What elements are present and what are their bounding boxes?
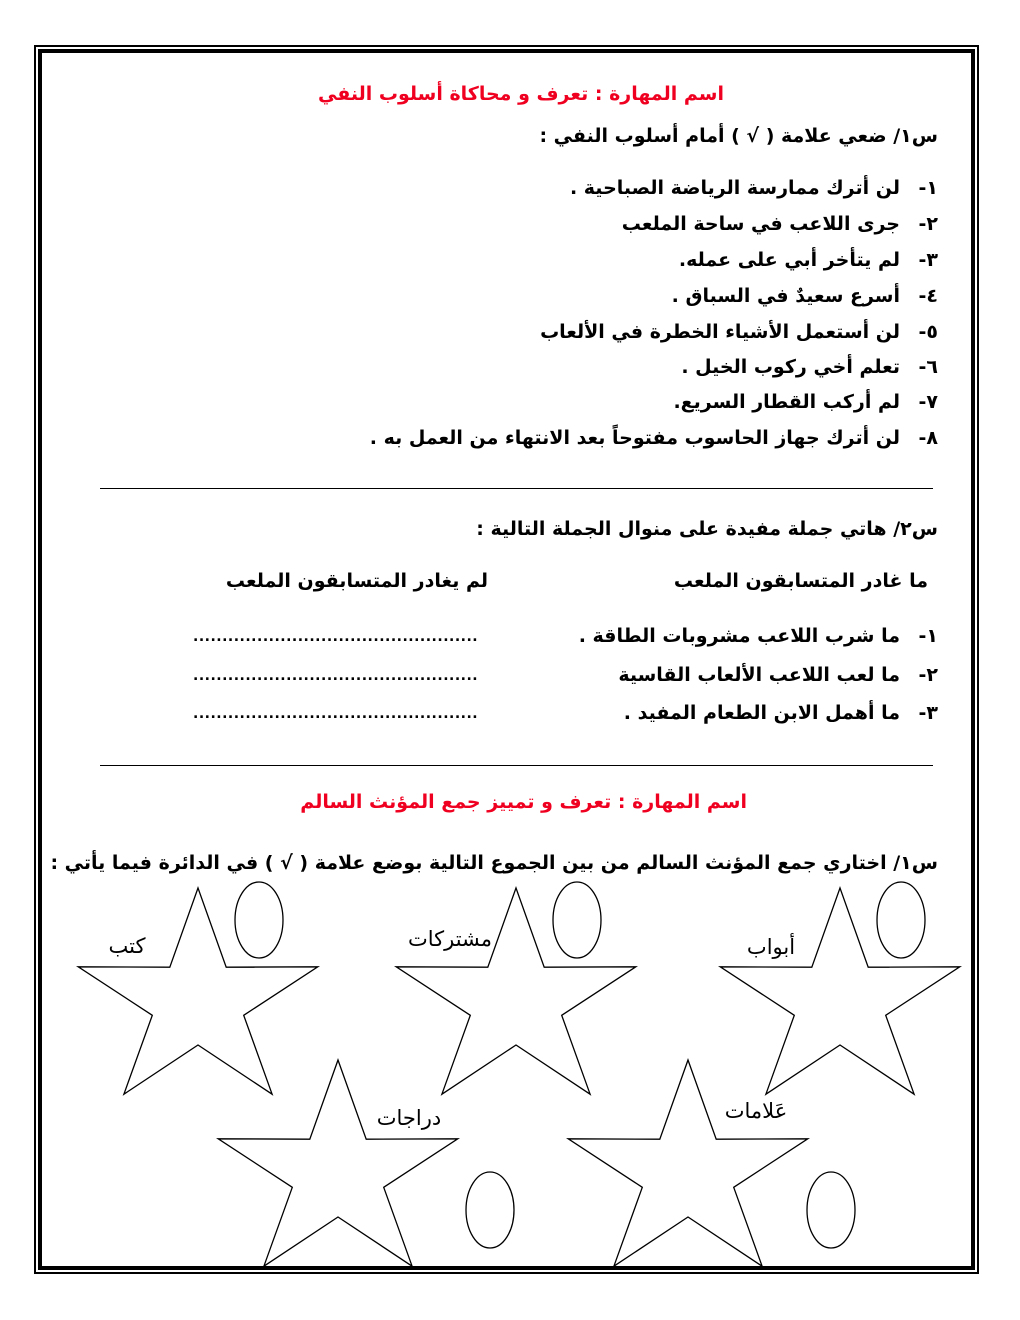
answer-circle[interactable] (553, 882, 601, 958)
item-number: ٥- (918, 321, 938, 343)
example-target-sentence: لم يغادر المتسابقون الملعب (225, 570, 488, 592)
star-choice (218, 1060, 514, 1266)
plural-word: أبواب (746, 935, 796, 959)
plural-word: كتب (108, 934, 146, 958)
question-3-prompt: س١/ اختاري جمع المؤنث السالم من بين الجموع التالية بوضع علامة ( √ ) في الدائرة فيما يأتي : (50, 852, 938, 874)
example-source-sentence: ما غادر المتسابقون الملعب (673, 570, 928, 592)
item-number: ٤- (918, 285, 938, 307)
item-text: لن أستعمل الأشياء الخطرة في الألعاب (540, 321, 900, 343)
item-number: ٢- (918, 213, 938, 235)
item-number: ١- (918, 177, 938, 199)
star-choice (720, 882, 960, 1094)
item-text: لم يتأخر أبي على عمله. (678, 249, 900, 271)
item-number: ٣- (918, 249, 938, 271)
item-number: ٣- (918, 702, 938, 724)
question-2-prompt: س٢/ هاتي جملة مفيدة على منوال الجملة التالية : (476, 518, 938, 540)
item-number: ٨- (918, 427, 938, 449)
skill-title-negation: اسم المهارة : تعرف و محاكاة أسلوب النفي (317, 83, 724, 105)
question-1-prompt: س١/ ضعي علامة ( √ ) أمام أسلوب النفي : (539, 125, 938, 147)
item-text: ما شرب اللاعب مشروبات الطاقة . (578, 625, 900, 647)
answer-blank[interactable]: ................................................. (193, 707, 479, 721)
item-text: لن أترك جهاز الحاسوب مفتوحاً بعد الانتهاء من العمل به . (369, 427, 900, 449)
star-choice (396, 882, 636, 1094)
answer-circle[interactable] (235, 882, 283, 958)
item-text: ما أهمل الابن الطعام المفيد . (623, 702, 900, 724)
answer-circle[interactable] (807, 1172, 855, 1248)
plural-word: دراجات (376, 1106, 442, 1130)
item-text: لن أترك ممارسة الرياضة الصباحية . (569, 177, 900, 199)
item-text: لم أركب القطار السريع. (673, 391, 900, 413)
item-number: ٦- (918, 356, 938, 378)
skill-title-feminine-plural: اسم المهارة : تعرف و تمييز جمع المؤنث السالم (300, 791, 747, 813)
item-text: تعلم أخي ركوب الخيل . (681, 356, 900, 378)
item-text: أسرع سعيدٌ في السباق . (671, 285, 900, 307)
item-text: جرى اللاعب في ساحة الملعب (621, 213, 900, 235)
star-shape (218, 1060, 458, 1266)
star-choice (78, 882, 318, 1094)
answer-blank[interactable]: ................................................. (193, 630, 479, 644)
answer-circle[interactable] (466, 1172, 514, 1248)
answer-blank[interactable]: ................................................. (193, 669, 479, 683)
item-number: ٢- (918, 664, 938, 686)
answer-circle[interactable] (877, 882, 925, 958)
plural-word: مشتركات (407, 927, 493, 951)
item-text: ما لعب اللاعب الألعاب القاسية (618, 664, 900, 686)
item-number: ١- (918, 625, 938, 647)
plural-word: عَلامات (724, 1099, 788, 1123)
item-number: ٧- (918, 391, 938, 413)
star-choice (568, 1060, 855, 1266)
